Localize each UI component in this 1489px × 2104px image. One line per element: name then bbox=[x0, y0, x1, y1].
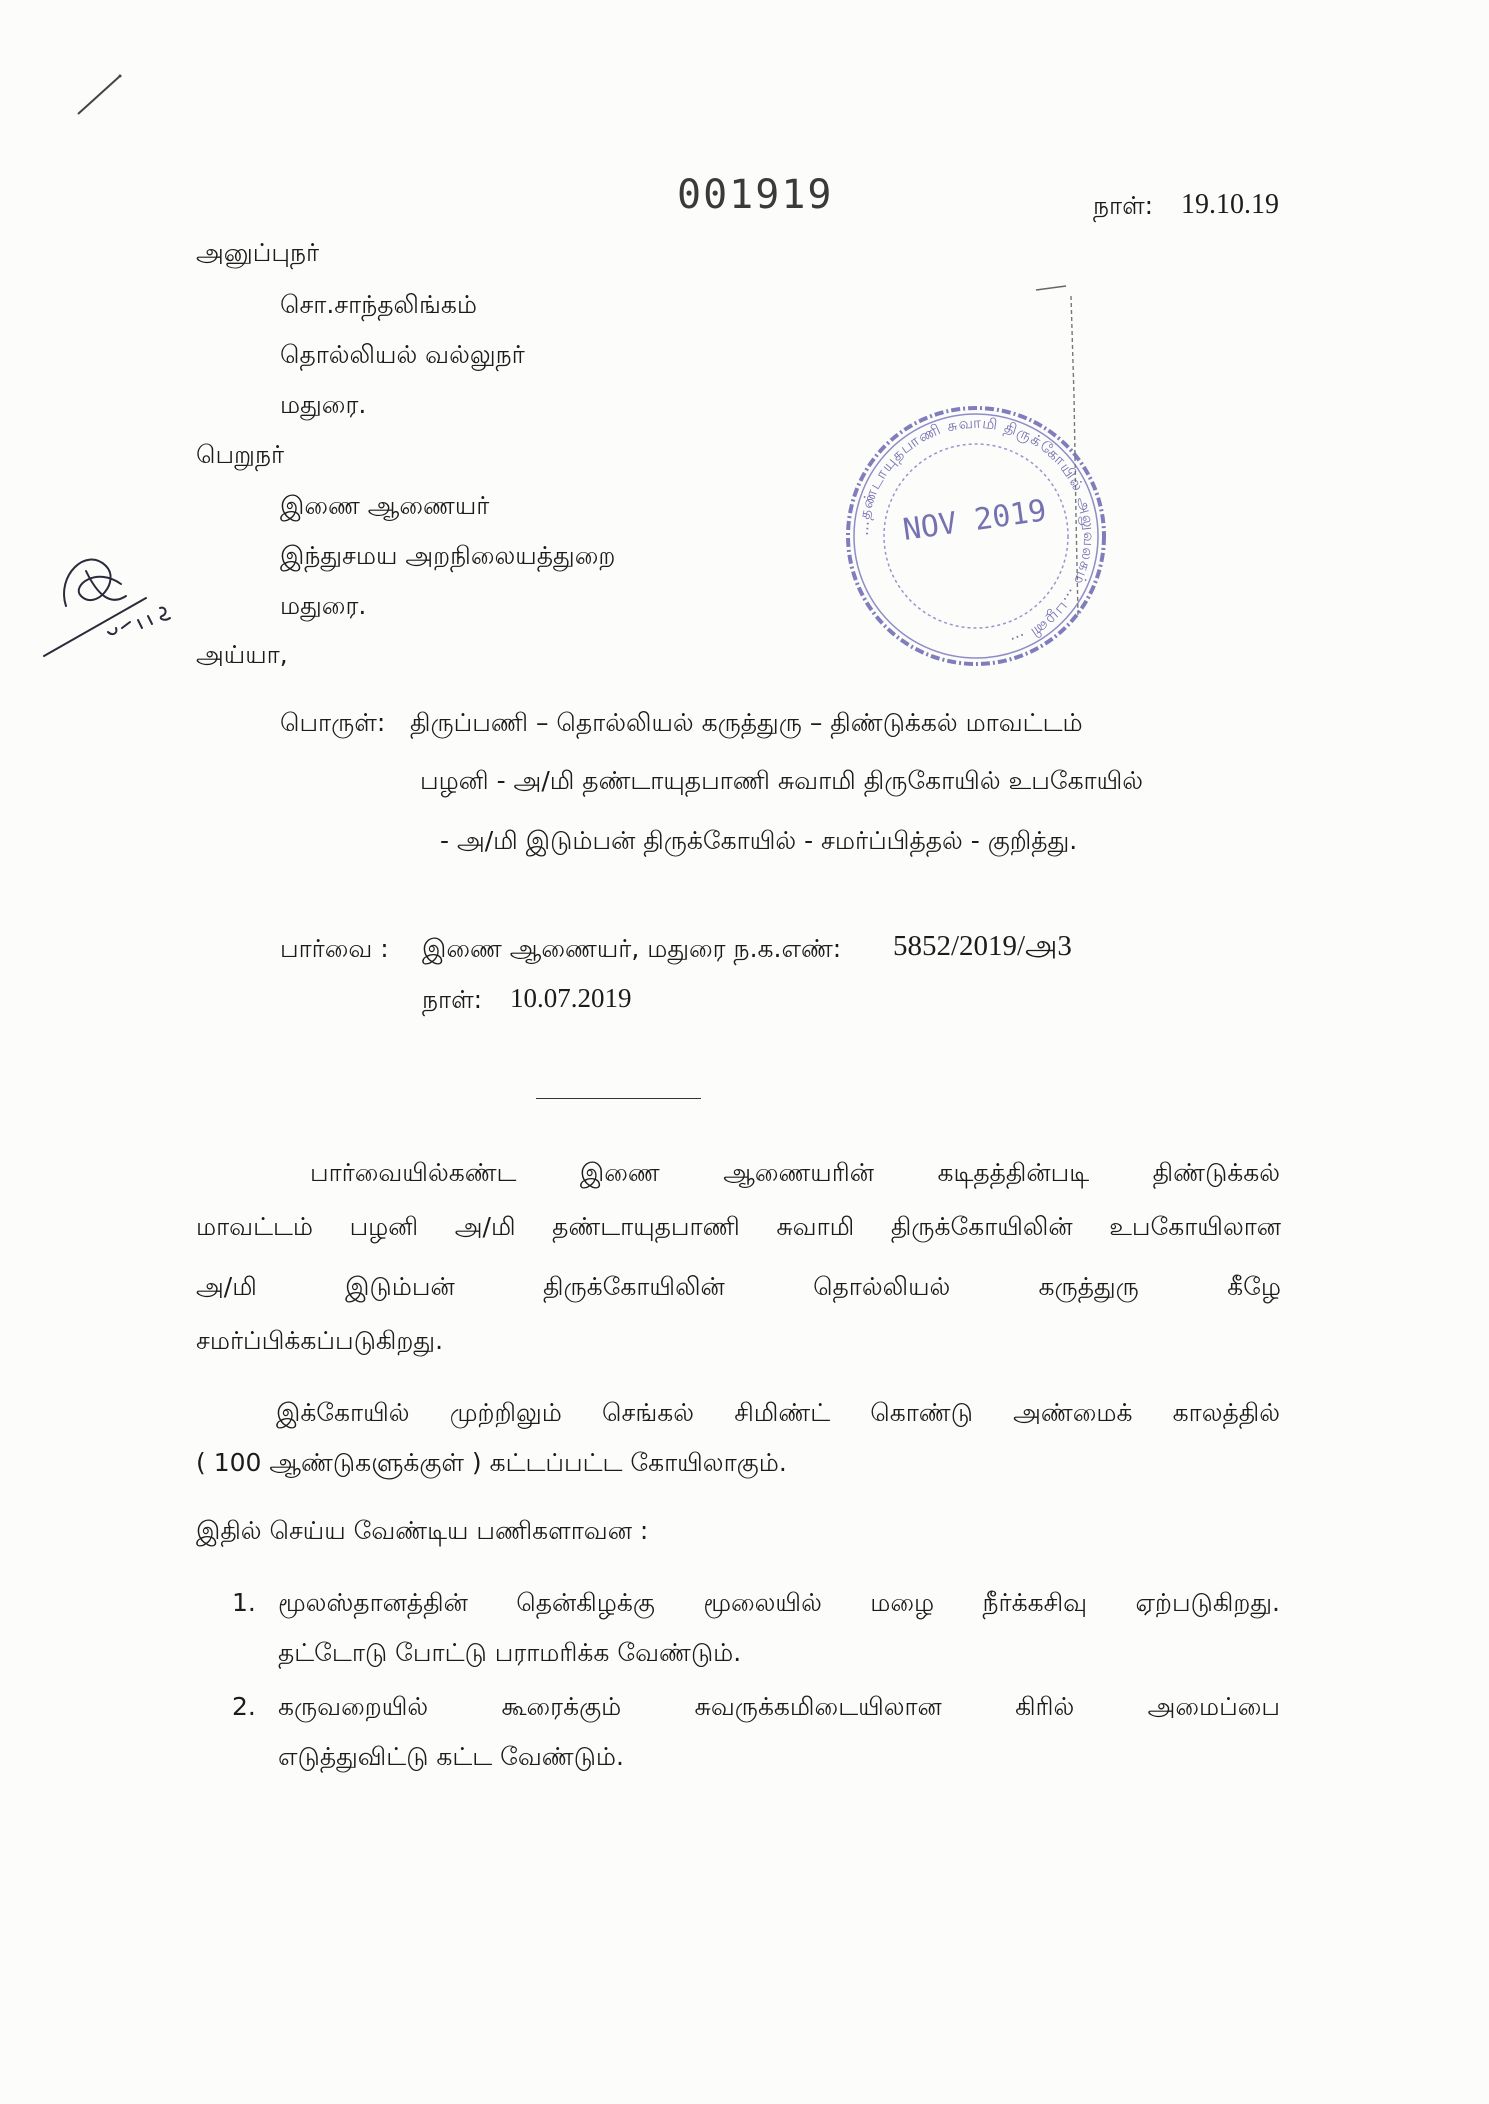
subject-line-3: - அ/மி இடும்பன் திருக்கோயில் - சமர்ப்பித்தல் - குறித்து. bbox=[440, 826, 1078, 855]
signature-date: 5.11.19 bbox=[26, 536, 30, 537]
para1-line-2: மாவட்டம் பழனி அ/மி தண்டாயுதபாணி சுவாமி திருக்கோயிலின் உபகோயிலான bbox=[196, 1212, 1281, 1241]
para2-line-1: இக்கோயில் முற்றிலும் செங்கல் சிமிண்ட் கொண்டு அண்மைக் காலத்தில் bbox=[276, 1398, 1280, 1427]
reference-text: இணை ஆணையர், மதுரை ந.க.எண்: bbox=[422, 934, 842, 963]
recipient-department: இந்துசமய அறநிலையத்துறை bbox=[280, 541, 616, 570]
subject-line-2: பழனி - அ/மி தண்டாயுதபாணி சுவாமி திருகோயில் உபகோயில் bbox=[420, 766, 1144, 795]
reference-date-label: நாள்: bbox=[422, 985, 483, 1014]
sender-designation: தொல்லியல் வல்லுநர் bbox=[280, 340, 525, 369]
para1-line-4: சமர்ப்பிக்கப்படுகிறது. bbox=[196, 1326, 444, 1355]
sender-label: அனுப்புநர் bbox=[196, 238, 320, 267]
pen-mark bbox=[74, 70, 124, 120]
stamp-ring-text: …தண்டாயுதபாணி சுவாமி திருக்கோயில் அலுவலகம் …பழனி … bbox=[853, 413, 1099, 653]
date-value: 19.10.19 bbox=[1181, 189, 1279, 220]
recipient-label: பெறுநர் bbox=[196, 440, 285, 469]
reference-label: பார்வை : bbox=[280, 934, 389, 963]
subject-line-1: திருப்பணி – தொல்லியல் கருத்துரு – திண்டுக்கல் மாவட்டம் bbox=[410, 708, 1083, 737]
received-stamp bbox=[826, 276, 1126, 676]
reference-number: 5852/2019/அ3 bbox=[893, 930, 1072, 962]
para1-line-1: பார்வையில்கண்ட இணை ஆணையரின் கடிதத்தின்படி திண்டுக்கல் bbox=[310, 1158, 1280, 1187]
sender-place: மதுரை. bbox=[280, 390, 367, 419]
stamp-date: NOV 2019 bbox=[900, 493, 1049, 548]
subject-label: பொருள்: bbox=[280, 708, 386, 737]
work-item-1-line-2: தட்டோடு போட்டு பராமரிக்க வேண்டும். bbox=[278, 1638, 742, 1667]
date-label: நாள்: bbox=[1093, 191, 1154, 220]
work-item-1-number: 1. bbox=[232, 1588, 256, 1617]
works-intro: இதில் செய்ய வேண்டிய பணிகளாவன : bbox=[196, 1516, 649, 1545]
reference-date-value: 10.07.2019 bbox=[510, 983, 632, 1013]
work-item-2-number: 2. bbox=[232, 1692, 256, 1721]
recipient-designation: இணை ஆணையர் bbox=[280, 491, 490, 520]
separator-line bbox=[536, 1098, 701, 1099]
para1-line-3: அ/மி இடும்பன் திருக்கோயிலின் தொல்லியல் கருத்துரு கீழே bbox=[196, 1272, 1281, 1301]
salutation: அய்யா, bbox=[196, 640, 288, 669]
work-item-2-line-1: கருவறையில் கூரைக்கும் சுவருக்கமிடையிலான கிரில் அமைப்பை bbox=[278, 1692, 1280, 1721]
work-item-2-line-2: எடுத்துவிட்டு கட்ட வேண்டும். bbox=[278, 1742, 624, 1771]
sender-name: சொ.சாந்தலிங்கம் bbox=[280, 290, 478, 319]
signature bbox=[26, 536, 196, 666]
serial-number: 001919 bbox=[677, 172, 834, 218]
work-item-1-line-1: மூலஸ்தானத்தின் தென்கிழக்கு மூலையில் மழை நீர்க்கசிவு ஏற்படுகிறது. bbox=[278, 1588, 1280, 1617]
recipient-place: மதுரை. bbox=[280, 591, 367, 620]
para2-line-2: ( 100 ஆண்டுகளுக்குள் ) கட்டப்பட்ட கோயிலாகும். bbox=[196, 1448, 787, 1477]
